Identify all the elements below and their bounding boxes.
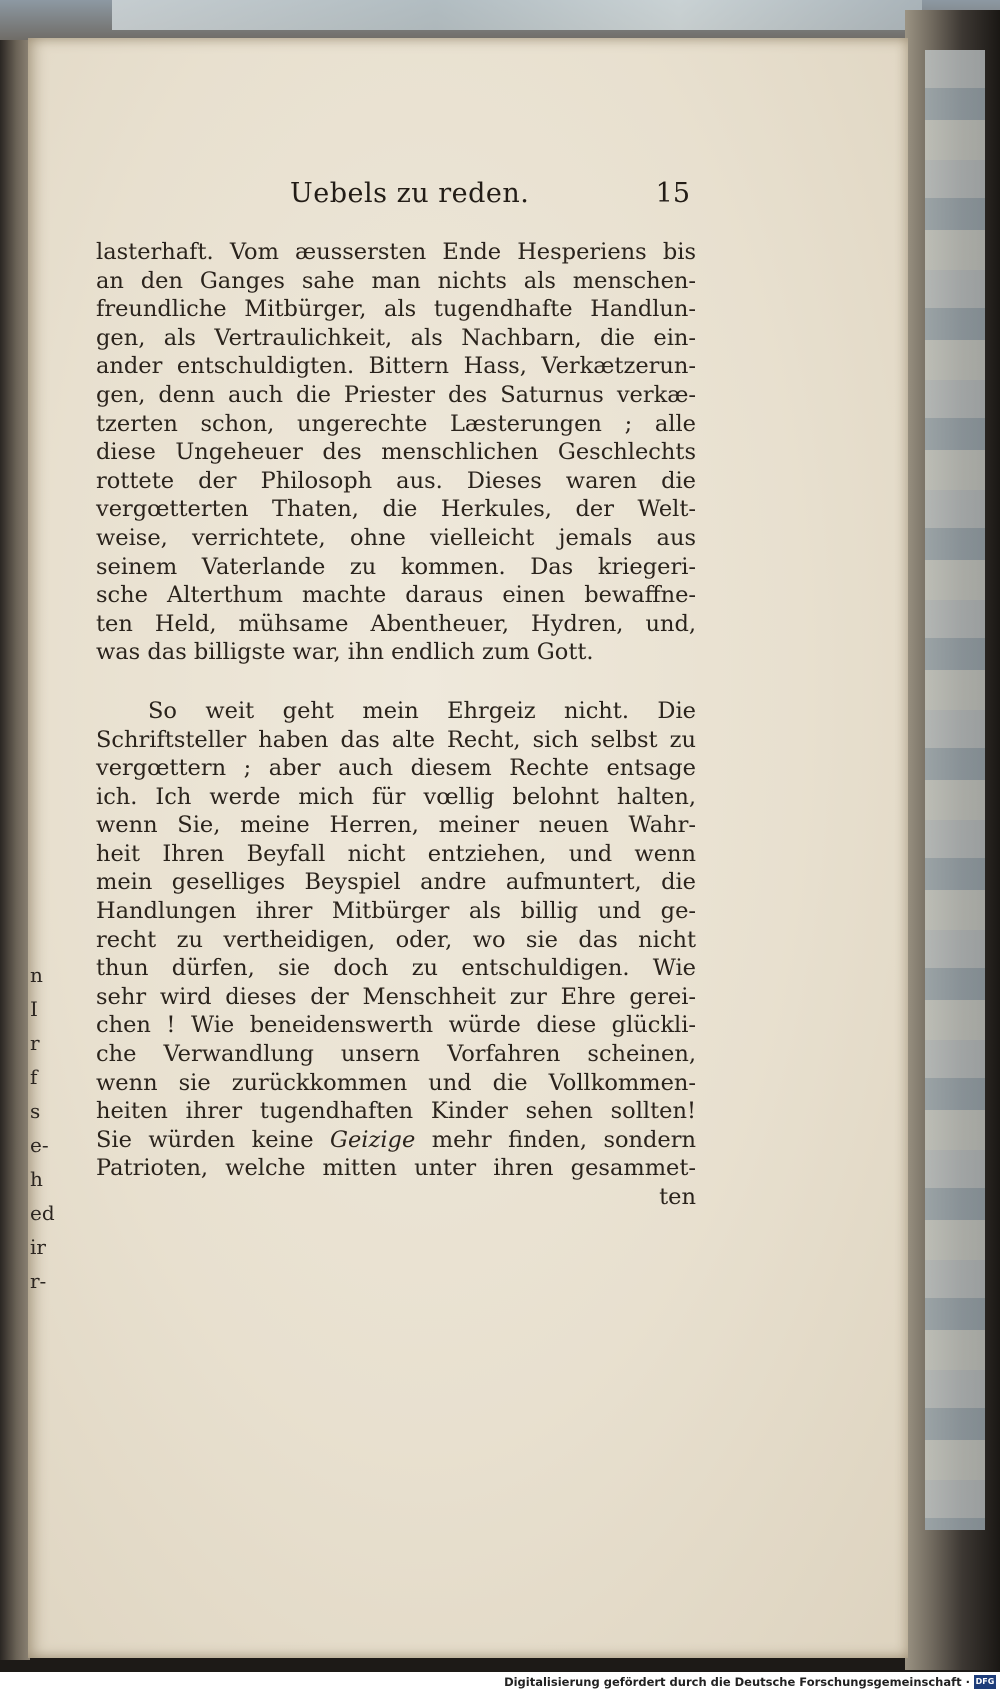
text-line: sche Alterthum machte daraus einen bewaffne- — [96, 582, 696, 609]
text-line: thun dürfen, sie doch zu entschuldigen. Wie — [96, 955, 696, 982]
facing-page-fragment: r- — [30, 1269, 47, 1293]
facing-page-fragment: ir — [30, 1235, 46, 1259]
catchword: ten — [659, 1184, 696, 1210]
facing-page-fragment: n — [30, 963, 43, 987]
facing-page-fragment: e- — [30, 1133, 49, 1157]
page-header — [290, 178, 690, 218]
text-line: heiten ihrer tugendhaften Kinder sehen sollten! — [96, 1098, 696, 1125]
text-line: tzerten schon, ungerechte Læsterungen ; alle — [96, 410, 696, 437]
text-line: Patrioten, welche mitten unter ihren gesammet- — [96, 1155, 696, 1182]
text-line: recht zu vertheidigen, oder, wo sie das nicht — [96, 926, 696, 953]
facing-page-fragment: h — [30, 1167, 43, 1191]
text-line: diese Ungeheuer des menschlichen Geschlechts — [96, 439, 696, 466]
dfg-logo: DFG — [974, 1675, 996, 1689]
text-line: heit Ihren Beyfall nicht entziehen, und wenn — [96, 840, 696, 867]
italic-word: Geizige — [330, 1126, 416, 1153]
paragraph-1 — [96, 238, 696, 667]
facing-page-fragment: I — [30, 997, 38, 1021]
text-line: wenn sie zurückkommen und die Vollkommen- — [96, 1069, 696, 1096]
footer-bar — [0, 1672, 1000, 1694]
text-line: ich. Ich werde mich für vœllig belohnt halten, — [96, 783, 696, 810]
marbled-paper-strip — [112, 0, 922, 30]
funding-credit: Digitalisierung gefördert durch die Deutsche Forschungsgemeinschaft · — [504, 1675, 970, 1689]
text-line: gen, denn auch die Priester des Saturnus verkæ- — [96, 381, 696, 408]
paragraph-2 — [96, 697, 696, 1126]
text-line: chen ! Wie beneidenswerth würde diese glückli- — [96, 1012, 696, 1039]
facing-page-fragments — [30, 958, 55, 1378]
facing-page-fragment: ed — [30, 1201, 55, 1225]
left-page-edge — [0, 40, 30, 1660]
text-line: vergœtterten Thaten, die Herkules, der Welt- — [96, 496, 696, 523]
body-text — [96, 238, 696, 1212]
facing-page-fragment: f — [30, 1065, 38, 1089]
text-line: sehr wird dieses der Menschheit zur Ehre gerei- — [96, 983, 696, 1010]
facing-page-fragment: s — [30, 1099, 41, 1123]
text-line: was das billigste war, ihn endlich zum Gott. — [96, 639, 594, 666]
running-head: Uebels zu reden. — [290, 178, 530, 209]
page-number: 15 — [655, 178, 690, 209]
text-line: So weit geht mein Ehrgeiz nicht. Die — [148, 697, 696, 724]
text-line: wenn Sie, meine Herren, meiner neuen Wahr- — [96, 812, 696, 839]
text-line: che Verwandlung unsern Vorfahren scheinen, — [96, 1041, 696, 1068]
text-line: ten Held, mühsame Abentheuer, Hydren, und, — [96, 610, 696, 637]
text-line: Schriftsteller haben das alte Recht, sich selbst zu — [96, 726, 696, 753]
text-line: freundliche Mitbürger, als tugendhafte Handlun- — [96, 296, 696, 323]
right-book-edge — [905, 10, 1000, 1670]
text-line: seinem Vaterlande zu kommen. Das kriegeri- — [96, 553, 696, 580]
marbled-edge — [925, 50, 985, 1530]
text-line: ander entschuldigten. Bittern Hass, Verkætzerun- — [96, 353, 696, 380]
facing-page-fragment: r — [30, 1031, 40, 1055]
text-line: weise, verrichtete, ohne vielleicht jemals aus — [96, 524, 696, 551]
text-line: lasterhaft. Vom æussersten Ende Hesperiens bis — [96, 239, 696, 265]
text-line: vergœttern ; aber auch diesem Rechte entsage — [96, 755, 696, 782]
text-line: rottete der Philosoph aus. Dieses waren die — [96, 467, 696, 494]
text-line: gen, als Vertraulichkeit, als Nachbarn, die ein- — [96, 324, 696, 351]
text-line: Sie würden keine Geizige mehr finden, sondern — [96, 1126, 696, 1153]
text-line: an den Ganges sahe man nichts als menschen- — [96, 267, 696, 294]
text-line: mein geselliges Beyspiel andre aufmuntert, die — [96, 869, 696, 896]
text-line: Handlungen ihrer Mitbürger als billig und ge- — [96, 898, 696, 925]
